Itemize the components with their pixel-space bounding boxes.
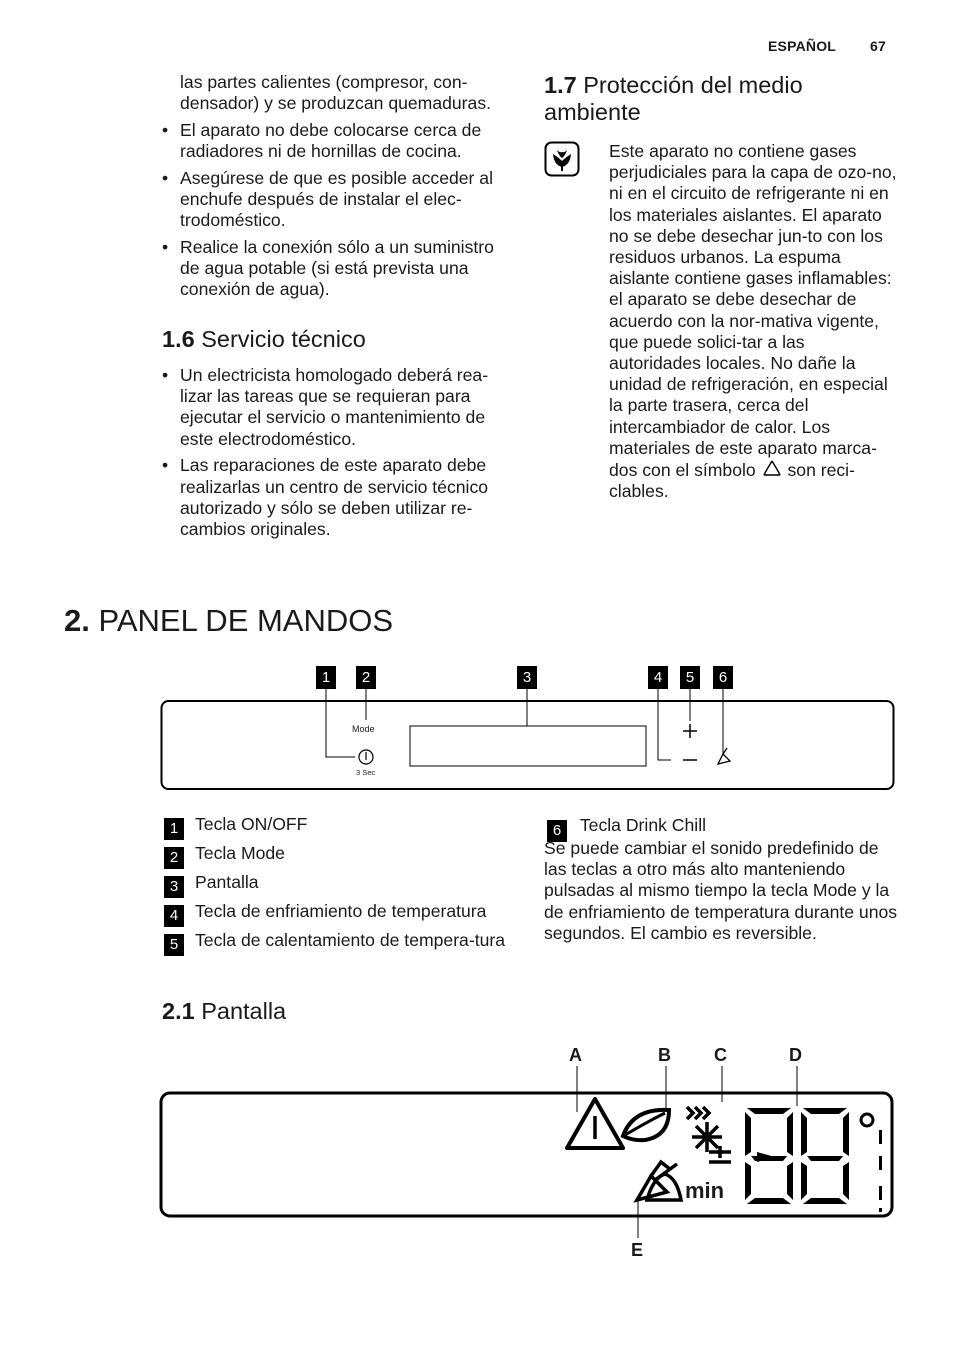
display-diagram	[159, 1040, 895, 1270]
header-language: ESPAÑOL	[768, 38, 837, 54]
callout-label-1: 1	[321, 669, 331, 686]
section-2-heading	[64, 603, 393, 639]
display-label-d: D	[789, 1045, 802, 1065]
list-item: • Realice la conexión sólo a un suministro de agua potable (si está prevista una conexión de agua).	[162, 237, 518, 301]
display-label-b: B	[658, 1045, 671, 1065]
list-item: • Las reparaciones de este aparato debe realizarlas un centro de servicio técnico autorizado y sólo se deben utilizar re-cambios originales.	[162, 455, 518, 540]
display-label-a: A	[569, 1045, 582, 1065]
display-label-c: C	[714, 1045, 727, 1065]
list-item: • Asegúrese de que es posible acceder al enchufe después de instalar el elec-trodoméstico.	[162, 168, 518, 232]
display-label-e: E	[631, 1240, 644, 1260]
continued-text: las partes calientes (compresor, con-densador) y se produzcan quemaduras.	[180, 72, 492, 114]
section-number: 1.6	[162, 326, 195, 352]
section-title: Pantalla	[201, 998, 287, 1024]
legend-item-6: 6 Tecla Drink Chill	[547, 815, 907, 842]
left-column	[162, 72, 518, 306]
section-number: 1.7	[544, 72, 577, 98]
three-sec-label: 3 Sec	[356, 768, 376, 777]
section-title: Servicio técnico	[201, 326, 366, 352]
min-label: min	[685, 1178, 725, 1203]
callout-label-2: 2	[361, 669, 371, 686]
mode-key-label: Mode	[352, 724, 375, 734]
environment-text: Este aparato no contiene gases perjudiciales para la capa de ozo-no, ni en el circuito de refrigerante ni en los materiales aislantes. El aparato no se debe desechar jun-to con los residuos urbanos. La espuma aislante contiene gases inflamables: el aparato se debe desechar de acuerdo con la nor-mativa vigente, que puede solici-tar a las autoridades locales. No dañe la unidad de refrigeración, en especial la parte trasera, cerca del intercambiador de calor. Los materiales de este aparato marca-dos con el símbolo son reci-clables.	[609, 141, 897, 502]
list-item: • El aparato no debe colocarse cerca de radiadores ni de hornillas de cocina.	[162, 120, 518, 162]
section-title: Protección del medio ambiente	[544, 72, 803, 125]
section-1-6-heading	[162, 326, 366, 353]
section-1-7-heading	[544, 72, 874, 126]
control-panel-diagram	[160, 665, 896, 795]
callout-label-5: 5	[685, 669, 695, 686]
section-number: 2.	[64, 603, 90, 638]
safety-bullets	[162, 120, 518, 301]
callout-label-6: 6	[718, 669, 728, 686]
recycle-icon	[761, 459, 783, 479]
section-title: PANEL DE MANDOS	[98, 603, 394, 638]
callout-label-3: 3	[522, 669, 532, 686]
section-2-1-heading	[162, 998, 286, 1025]
eco-flower-icon	[544, 141, 580, 177]
key-sound-note: Se puede cambiar el sonido predefinido de las teclas a otro más alto manteniendo pulsadas al mismo tiempo la tecla Mode y la de enfriamiento de temperatura durante unos segundos. El cambio es reversible.	[544, 838, 898, 943]
service-list	[162, 365, 518, 546]
section-number: 2.1	[162, 998, 195, 1024]
page-number: 67	[870, 38, 886, 54]
callout-label-4: 4	[653, 669, 663, 686]
list-item: • Un electricista homologado deberá rea-lizar las tareas que se requieran para ejecutar el servicio o mantenimiento de este electrodoméstico.	[162, 365, 518, 450]
